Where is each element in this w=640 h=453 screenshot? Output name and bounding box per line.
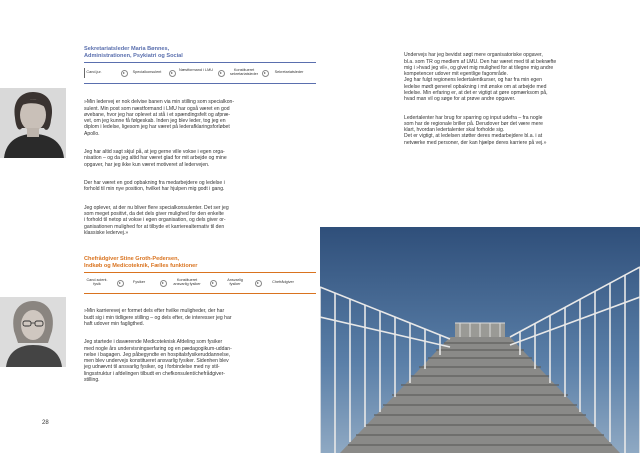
arrow-right-icon	[160, 280, 167, 287]
person1-name	[84, 46, 304, 60]
person1-title-line2: Administrationen, Psykiatri og Social	[84, 53, 183, 59]
timeline1-step-1: Cand.jur.	[86, 70, 102, 74]
timeline2-step-4: Ansvarlig fysiker	[227, 278, 243, 287]
person1-title-line1: Sekretariatsleder Maria Bønnes,	[84, 46, 170, 52]
timeline2-step-3: Konstitueret ansvarlig fysiker	[173, 278, 201, 287]
section1-paragraph: Der har været en god opbakning fra medarbejdere og ledelse i forhold til min nye position, hvilket har hjulpen mig godt i gang.	[84, 180, 225, 193]
section1-body	[84, 93, 304, 242]
section2-paragraph: »Min karrierevej er formet dels efter hvilke muligheder, der har budt sig i min tidligere stilling – og dels efter, de interesser jeg har haft udover min fagligthed.	[84, 308, 232, 327]
right-body	[404, 46, 614, 152]
arrow-right-icon	[255, 280, 262, 287]
portrait-maria	[0, 88, 66, 158]
arrow-right-icon	[121, 70, 128, 77]
timeline1-step-4: Konstitueret sekretariatsleder	[229, 68, 259, 77]
section1-paragraph: Jeg har altid sagt skjul på, at jeg gerne ville vokse i egen orga- nisation – og da jeg altid har været glad for mit arbejde og mine opgaver, har jeg ikke kun været motiveret af ledervejen.	[84, 149, 227, 168]
section1-paragraph: »Min ledervej er nok delvise banen via min stilling som specialkon- sulent. Min post som næstformand i LMU har også været en god øvebane, hvor jeg har oplevet at stå i et spændingsfelt og afpræ- vet, om jeg kunne få følgeskab. Inden jeg blev leder, tog jeg en diplom i ledelse, ligesom jeg har været på lederafklaringsforløbet Apollo.	[84, 99, 235, 137]
section1-paragraph: Jeg oplever, at der nu bliver flere specialkonsulenter. Det ser jeg som meget positivt, da det dels giver mulighed for den enkelte i forhold til netop at vokse i egen organisation, og dels giver or- ganisationen mulighed for at tilbyde et karrierealternativ til den klassiske ledervej.»	[84, 204, 229, 236]
timeline2-step-5: Chefrådgiver	[272, 280, 294, 284]
section2-body	[84, 302, 304, 389]
right-paragraph: Ledertalenter har brug for sparring og input udefra – fra nogle som har de regionale briller på. Derudover bør det være mere klart, hvordan ledertalenter skal forholde sig. Det er vigtigt, at ledelsen støtter deres medarbejdere bl.a. i at netværke med personer, der kan hjælpe deres karriere på vej.»	[404, 114, 547, 146]
timeline2-step-2: Fysiker	[132, 280, 146, 284]
timeline1-step-2: Specialkonsulent	[132, 70, 162, 74]
portrait-stine-image	[0, 297, 66, 367]
career-timeline-1	[84, 62, 314, 84]
portrait-stine	[0, 297, 66, 367]
right-paragraph: Undervejs har jeg bevidst søgt mere organisatoriske opgaver, bl.a. som TR og medlem af LMU. Den har været med til at bekræfte mig i »hvad jeg vil«, og givet mig mulighed for at tilegne mig andre kompetencer udover mit egentlige fagområde. Jeg har fulgt regionens ledertalentkurser, og har fra min egen ledelse mødt generel opbakning i mit ønske om at arbejde med ledelse. Min erfaring er, at det er vigtigt at gøre opmærksom på, hvad man vil og søge for at prøve andre opgaver.	[404, 52, 557, 102]
portrait-maria-image	[0, 88, 66, 158]
staircase-photo-image	[320, 227, 640, 453]
career-timeline-2	[84, 272, 314, 294]
person2-title-line2: Indkøb og Medicoteknik, Fælles funktioner	[84, 263, 198, 269]
person2-title-line1: Chefrådgiver Stine Groth-Pedersen,	[84, 256, 180, 262]
person2-name	[84, 256, 304, 270]
section2-paragraph: Jeg startede i daværende Medicoteknisk Afdeling som fysiker med nogle års undervisningserfaring og en pædagogikum-uddan- nelse i bagagen. Jeg påbegyndte en hospitalsfysikeruddannelse, men blev undervejs konstitueret ansvarlig fysiker. Sidenhen blev jeg udnævnt til ansvarlig fysiker, og i forbindelse med ny stil- lingsstruktur i afdelingen tilbudt en chefkonsulent/chefrådgiver- stilling.	[84, 339, 232, 383]
timeline1-step-5: Sekretariatsleder	[274, 70, 304, 74]
timeline2-step-1: Cand.scient. fysik	[86, 278, 108, 287]
timeline1-step-3: Næstformand i LMU	[179, 68, 213, 72]
staircase-photo	[320, 227, 640, 453]
page-number: 28	[42, 420, 49, 426]
arrow-right-icon	[169, 70, 176, 77]
arrow-right-icon	[262, 70, 269, 77]
arrow-right-icon	[218, 70, 225, 77]
